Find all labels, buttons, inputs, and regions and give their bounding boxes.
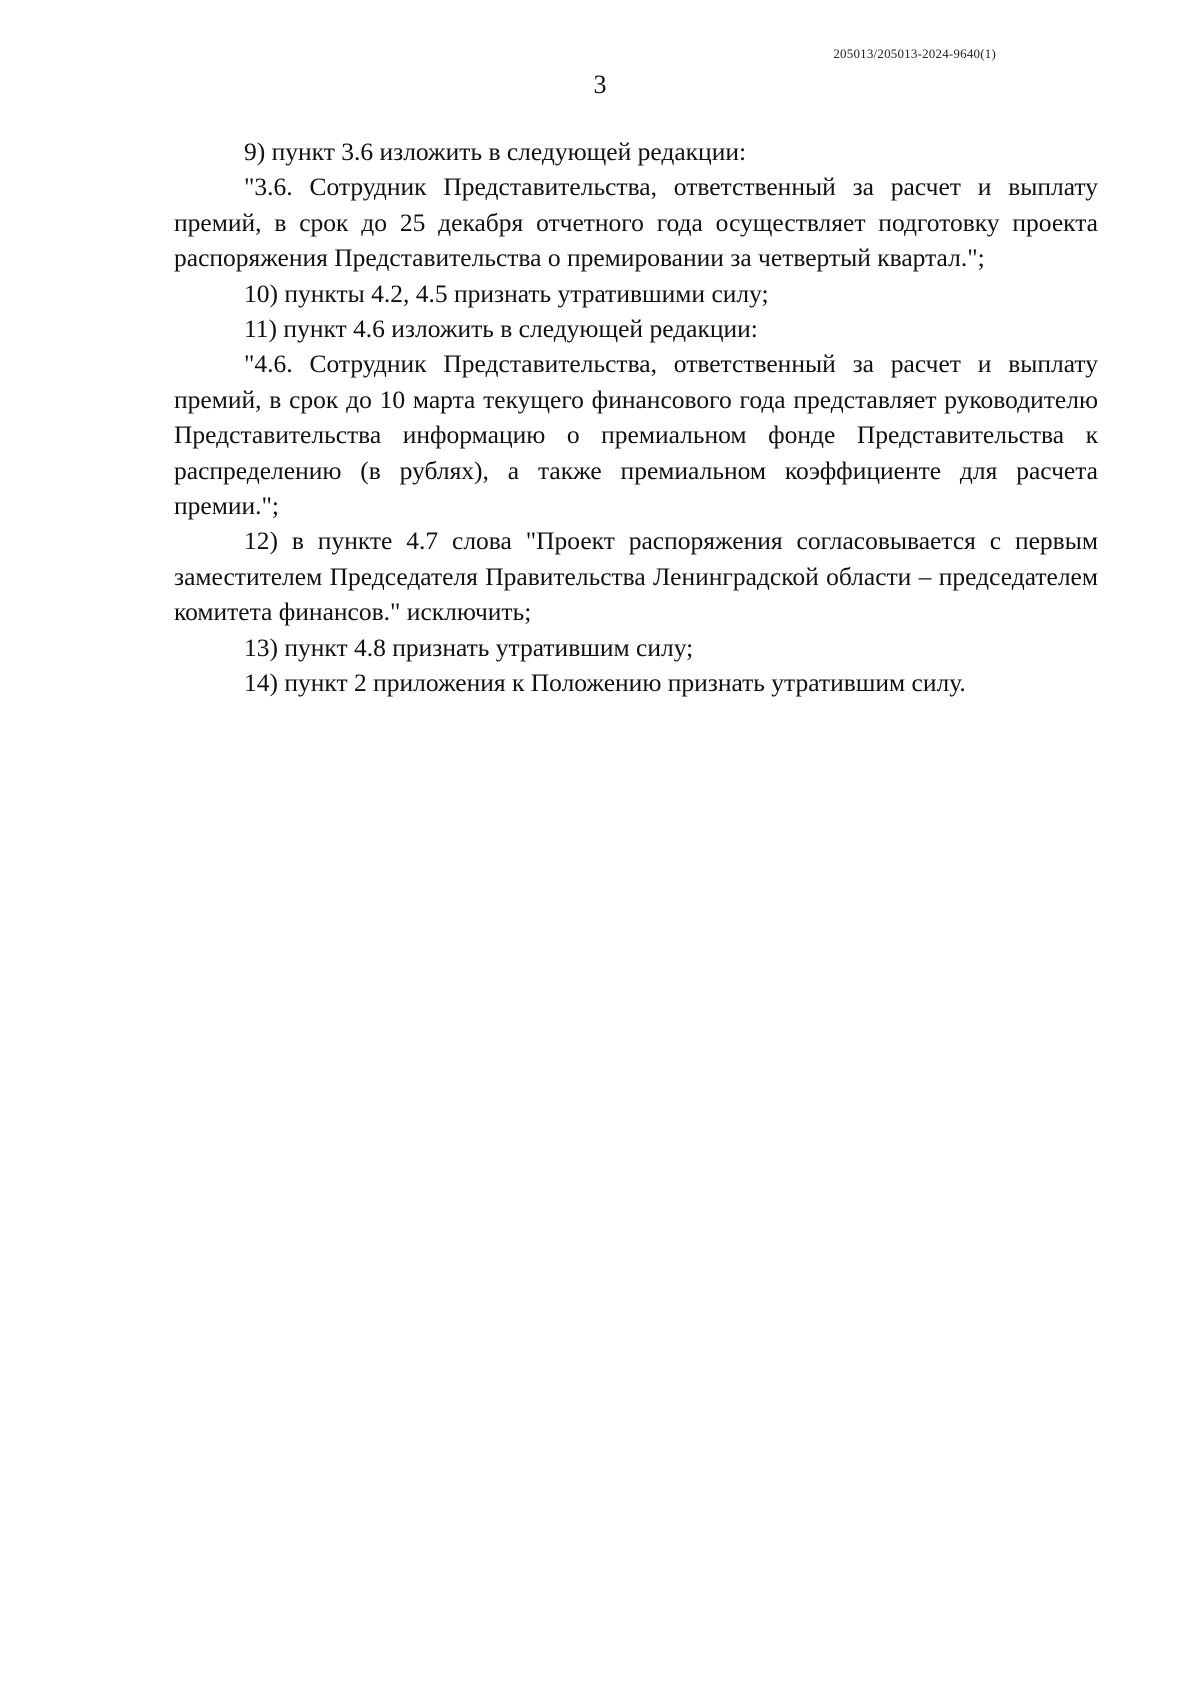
paragraph-item-13: 13) пункт 4.8 признать утратившим силу; xyxy=(244,632,694,662)
document-body xyxy=(174,134,1098,701)
paragraph-quote-4-6: "4.6. Сотрудник Представительства, ответственный за расчет и выплату премий, в срок до 10 марта текущего финансового года представляет руководителю Представительства информацию о премиальном фонде Представительства к распределению (в рублях), а также премиальном коэффициенте для расчета премии."; xyxy=(174,349,1098,521)
paragraph-item-9: 9) пункт 3.6 изложить в следующей редакции: xyxy=(244,137,747,166)
paragraph-item-14: 14) пункт 2 приложения к Положению признать утратившим силу. xyxy=(244,668,966,698)
document-id: 205013/205013-2024-9640(1) xyxy=(833,46,996,61)
paragraph-item-10: 10) пункты 4.2, 4.5 признать утратившими силу; xyxy=(244,278,769,308)
paragraph-item-12: 12) в пункте 4.7 слова "Проект распоряжения согласовывается с первым заместителем Председателя Правительства Ленинградской области – председателем комитета финансов." исключить; xyxy=(174,526,1098,627)
paragraph-item-11: 11) пункт 4.6 изложить в следующей редакции: xyxy=(244,314,758,344)
page-number: 3 xyxy=(593,70,607,99)
paragraph-quote-3-6: "3.6. Сотрудник Представительства, ответственный за расчет и выплату премий, в срок до 25 декабря отчетного года осуществляет подготовку проекта распоряжения Представительства о премировании за четвертый квартал."; xyxy=(174,172,1098,273)
